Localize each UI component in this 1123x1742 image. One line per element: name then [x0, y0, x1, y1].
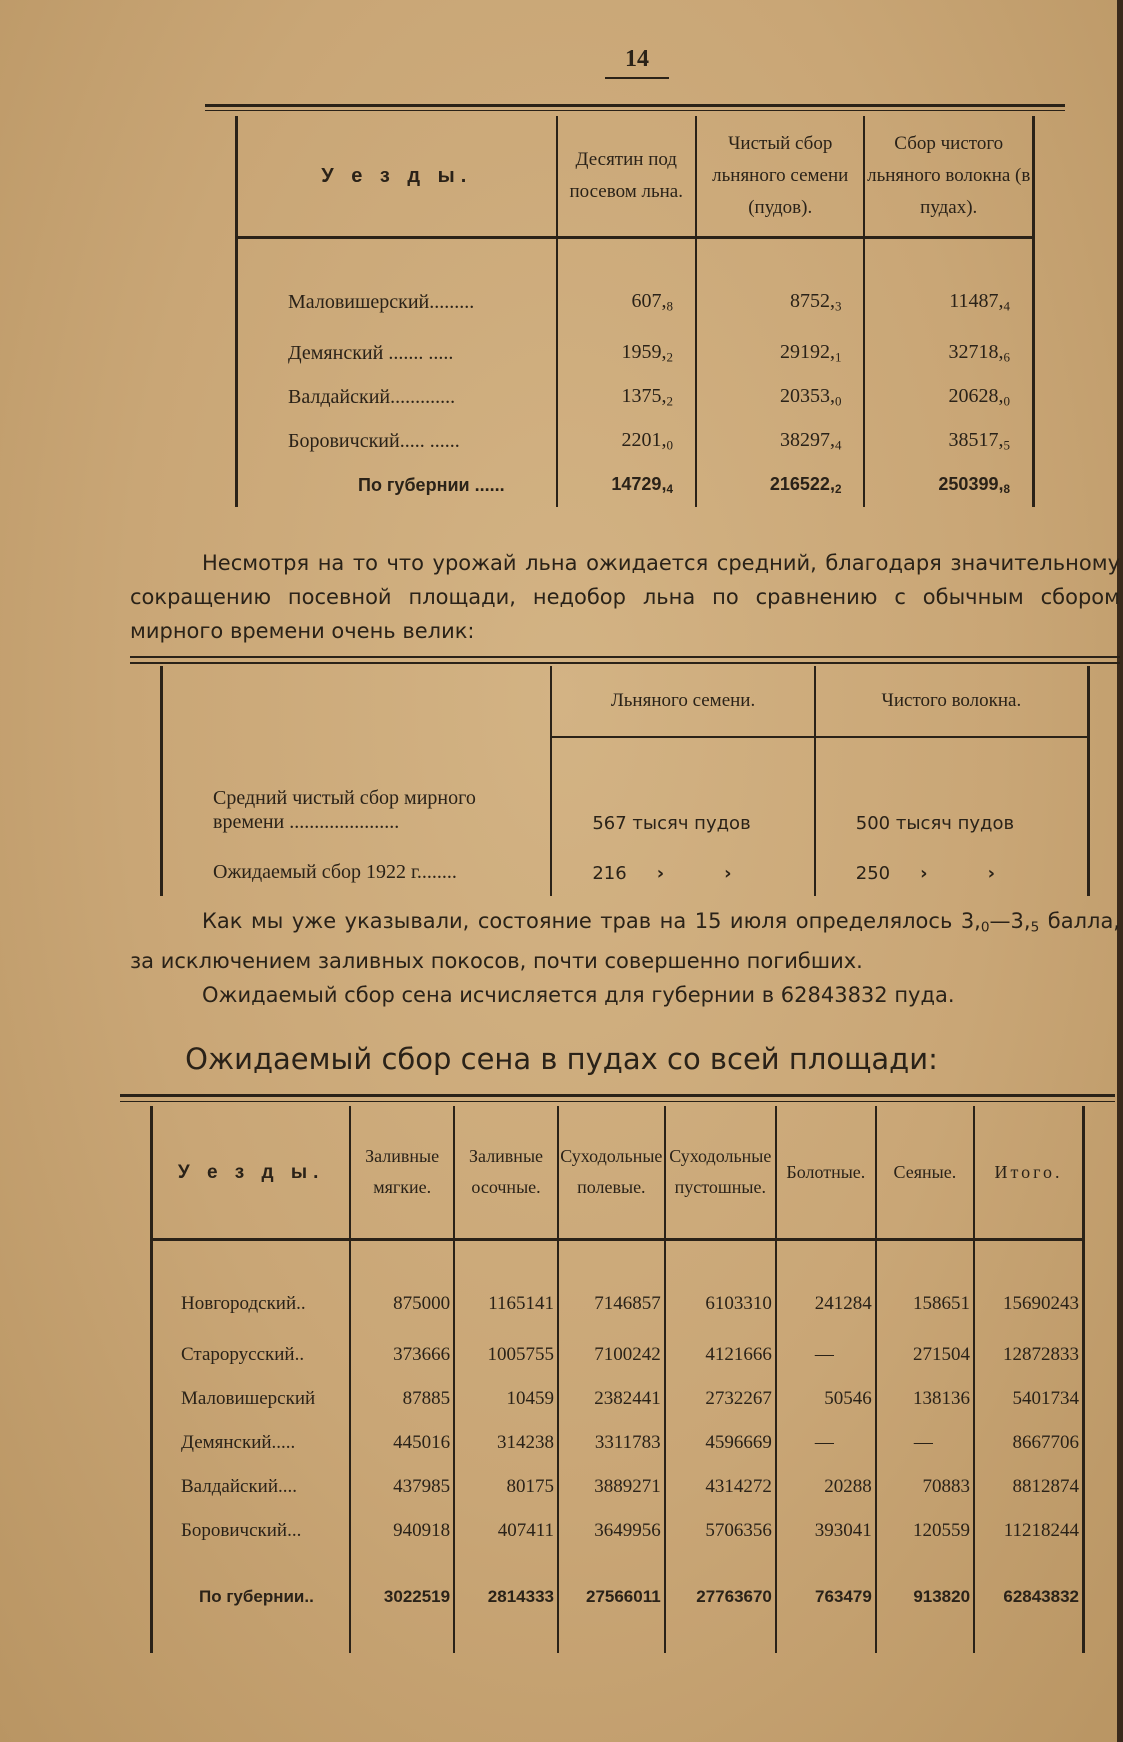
district-name: Валдайский.... [152, 1465, 351, 1509]
table-row [162, 737, 1089, 840]
table-row [152, 1465, 1084, 1509]
total-row [237, 463, 1034, 507]
header-seed: Льняного семени. [551, 666, 814, 737]
table-row [237, 419, 1034, 463]
ditto-mark: › [656, 863, 665, 884]
table-title: Ожидаемый сбор сена в пудах со всей площади: [185, 1042, 938, 1076]
c7-value: 5401734 [974, 1377, 1083, 1421]
seed-value: 216 › › [551, 840, 814, 896]
c5-value: — [776, 1421, 876, 1465]
total-label: По губернии ...... [237, 463, 557, 507]
district-name: Боровичский... [152, 1509, 351, 1553]
header-empty [162, 666, 552, 737]
district-name: Демянский..... [152, 1421, 351, 1465]
table-rule [130, 656, 1120, 664]
c6-value: 138136 [876, 1377, 974, 1421]
fiber-value: $20628,_0$ [864, 375, 1033, 419]
table-rule [120, 1094, 1115, 1102]
c2-value: 1005755 [454, 1333, 558, 1377]
c7-value: 15690243 [974, 1240, 1083, 1334]
paragraph-text: Как мы уже указывали, состояние трав на 15 июля определялось $3,_0—3,_5$ балла, за исключением заливных покосов, почти совершенно погибших. [130, 909, 1120, 974]
seed-value: 567 тысяч пудов [551, 737, 814, 840]
c6-value: 120559 [876, 1509, 974, 1553]
header-c4: Суходольные пустошные. [665, 1106, 776, 1240]
c1-value: 373666 [350, 1333, 454, 1377]
fiber-value: $11487,_4$ [864, 238, 1033, 332]
c5-value: — [776, 1333, 876, 1377]
total-c1: 3022519 [350, 1553, 454, 1653]
paragraph-text: Несмотря на то что урожай льна ожидается средний, благодаря значительному сокращению посевной площади, недобор льна по сравнению с обычным сбором мирного времени очень велик: [130, 551, 1120, 643]
total-c4: 27763670 [665, 1553, 776, 1653]
fiber-value: 250 › › [815, 840, 1089, 896]
district-name: Маловишерский......... [237, 238, 557, 332]
seed-value: $29192,_1$ [696, 331, 865, 375]
c1-value: 875000 [350, 1240, 454, 1334]
paragraph-flax [130, 546, 1120, 648]
c5-value: 50546 [776, 1377, 876, 1421]
header-c3: Суходольные полевые. [558, 1106, 665, 1240]
district-name: Старорусский.. [152, 1333, 351, 1377]
row-label: Ожидаемый сбор 1922 г........ [162, 840, 552, 896]
c3-value: 7146857 [558, 1240, 665, 1334]
total-c5: 763479 [776, 1553, 876, 1653]
desyatin-value: $1959,_2$ [557, 331, 696, 375]
total-label: По губернии.. [152, 1553, 351, 1653]
c2-value: 314238 [454, 1421, 558, 1465]
total-c2: 2814333 [454, 1553, 558, 1653]
c2-value: 407411 [454, 1509, 558, 1553]
district-name: Боровичский..... ...... [237, 419, 557, 463]
seed-value: $38297,_4$ [696, 419, 865, 463]
desyatin-value: $2201,_0$ [557, 419, 696, 463]
header-c5: Болотные. [776, 1106, 876, 1240]
page-edge [1117, 0, 1123, 1742]
c4-value: 2732267 [665, 1377, 776, 1421]
c4-value: 4121666 [665, 1333, 776, 1377]
c4-value: 6103310 [665, 1240, 776, 1334]
header-fiber: Чистого волокна. [815, 666, 1089, 737]
table-row [152, 1240, 1084, 1334]
table-row [237, 375, 1034, 419]
header-fiber: Сбор чистого льняного волокна (в пудах). [864, 116, 1033, 238]
c5-value: 20288 [776, 1465, 876, 1509]
total-c6: 913820 [876, 1553, 974, 1653]
c2-value: 10459 [454, 1377, 558, 1421]
header-c6: Сеяные. [876, 1106, 974, 1240]
table-rule [205, 104, 1065, 111]
c5-value: 393041 [776, 1509, 876, 1553]
c7-value: 11218244 [974, 1509, 1083, 1553]
table-row [152, 1377, 1084, 1421]
c6-value: 271504 [876, 1333, 974, 1377]
ditto-mark: › [987, 863, 995, 884]
header-c7: Итого. [974, 1106, 1083, 1240]
c6-value: 70883 [876, 1465, 974, 1509]
c1-value: 940918 [350, 1509, 454, 1553]
header-c2: Заливные осочные. [454, 1106, 558, 1240]
district-name: Демянский ....... ..... [237, 331, 557, 375]
c1-value: 87885 [350, 1377, 454, 1421]
c7-value: 8812874 [974, 1465, 1083, 1509]
paragraph-hay [130, 904, 1120, 1012]
district-name: Новгородский.. [152, 1240, 351, 1334]
header-desyatin: Десятин под посевом льна. [557, 116, 696, 238]
c7-value: 12872833 [974, 1333, 1083, 1377]
district-name: Валдайский............. [237, 375, 557, 419]
desyatin-value: $607,_8$ [557, 238, 696, 332]
c7-value: 8667706 [974, 1421, 1083, 1465]
table-row [152, 1421, 1084, 1465]
total-row [152, 1553, 1084, 1653]
seed-value: $8752,_3$ [696, 238, 865, 332]
c3-value: 3889271 [558, 1465, 665, 1509]
c4-value: 4596669 [665, 1421, 776, 1465]
fiber-value: $38517,_5$ [864, 419, 1033, 463]
c2-value: 1165141 [454, 1240, 558, 1334]
c1-value: 437985 [350, 1465, 454, 1509]
header-seed: Чистый сбор льняного семени (пудов). [696, 116, 865, 238]
total-c7: 62843832 [974, 1553, 1083, 1653]
fiber-value: 500 тысяч пудов [815, 737, 1089, 840]
c6-value: — [876, 1421, 974, 1465]
paragraph-text: Ожидаемый сбор сена исчисляется для губернии в 62843832 пуда. [202, 983, 955, 1008]
district-name: Маловишерский [152, 1377, 351, 1421]
table-row [237, 331, 1034, 375]
table-row [162, 840, 1089, 896]
page-number: 14 [605, 46, 669, 79]
fiber-value: $32718,_6$ [864, 331, 1033, 375]
c5-value: 241284 [776, 1240, 876, 1334]
ditto-mark: › [724, 863, 732, 884]
total-c3: 27566011 [558, 1553, 665, 1653]
c3-value: 7100242 [558, 1333, 665, 1377]
c3-value: 3649956 [558, 1509, 665, 1553]
total-desyatin: $14729,_4$ [557, 463, 696, 507]
c2-value: 80175 [454, 1465, 558, 1509]
c4-value: 5706356 [665, 1509, 776, 1553]
c4-value: 4314272 [665, 1465, 776, 1509]
row-label: Средний чистый сбор мирного времени ...................... [162, 737, 552, 840]
header-c1: Заливные мягкие. [350, 1106, 454, 1240]
header-districts: У е з д ы. [237, 116, 557, 238]
c6-value: 158651 [876, 1240, 974, 1334]
header-districts: У е з д ы. [152, 1106, 351, 1240]
c1-value: 445016 [350, 1421, 454, 1465]
total-seed: $216522,_2$ [696, 463, 865, 507]
seed-value: $20353,_0$ [696, 375, 865, 419]
total-fiber: $250399,_8$ [864, 463, 1033, 507]
c3-value: 2382441 [558, 1377, 665, 1421]
c3-value: 3311783 [558, 1421, 665, 1465]
table-row [237, 238, 1034, 332]
table-row [152, 1509, 1084, 1553]
table-row [152, 1333, 1084, 1377]
ditto-mark: › [920, 863, 928, 884]
desyatin-value: $1375,_2$ [557, 375, 696, 419]
